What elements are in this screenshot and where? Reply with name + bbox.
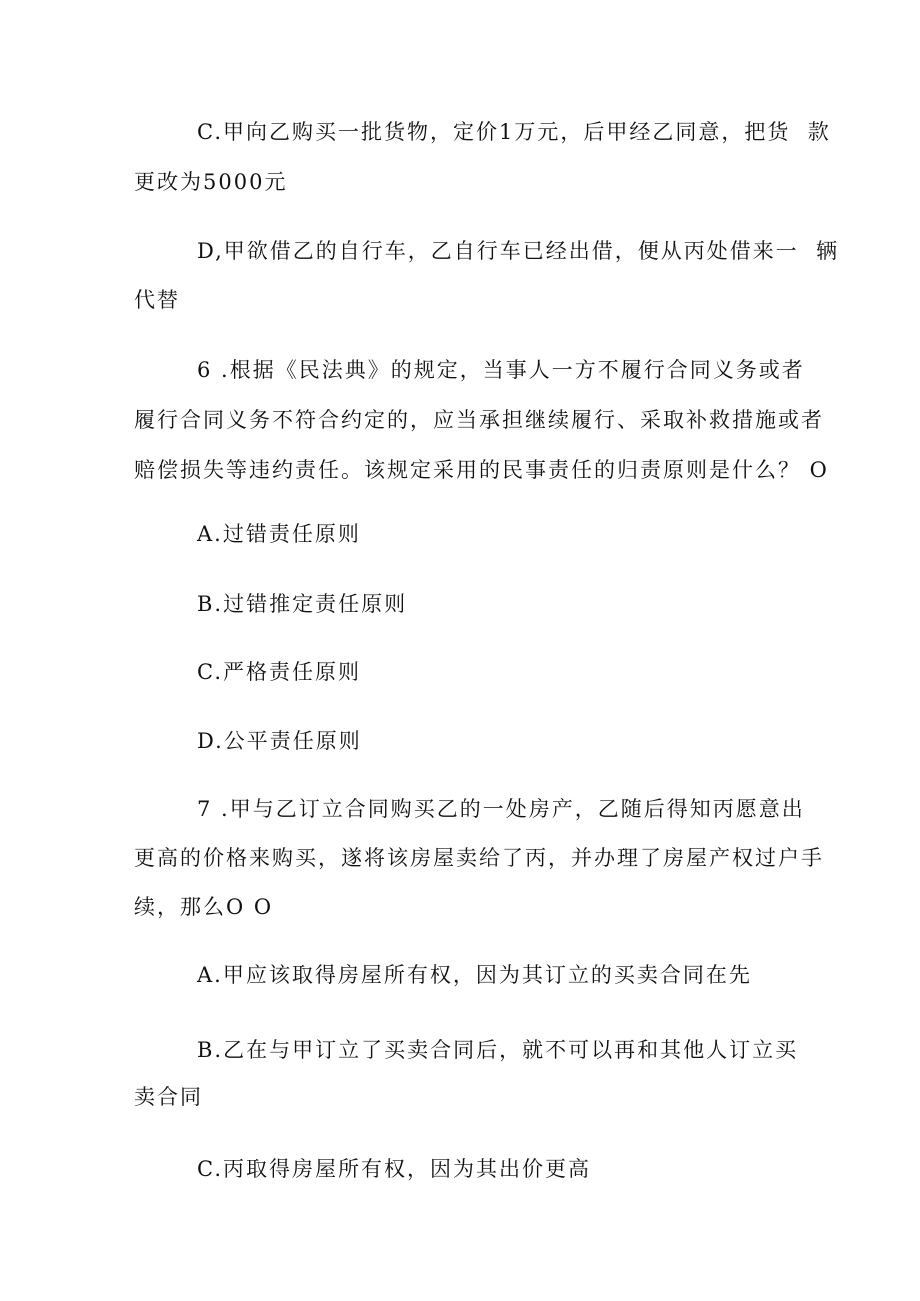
- q7-stem-line3: 续，那么O O: [134, 895, 274, 919]
- q6-stem-line2: 履行合同义务不符合约定的，应当承担继续履行、采取补救措施或者: [134, 408, 824, 432]
- q7-stem-line2: 更高的价格来购买，遂将该房屋卖给了丙，并办理了房屋产权过户手: [134, 846, 824, 870]
- q6-option-a: A.过错责任原则: [197, 522, 361, 546]
- q6-stem-line1: 6 .根据《民法典》的规定，当事人一方不履行合同义务或者: [197, 358, 805, 382]
- q7-option-b-line2: 卖合同: [134, 1085, 203, 1109]
- q5-option-d-line2: 代替: [134, 288, 180, 312]
- q7-option-b-line1: B.乙在与甲订立了买卖合同后，就不可以再和其他人订立买: [197, 1038, 799, 1062]
- q6-option-b: B.过错推定责任原则: [197, 592, 408, 616]
- q6-option-c: C.严格责任原则: [197, 660, 361, 684]
- q5-option-c-line2: 更改为5000元: [134, 170, 288, 194]
- q6-option-d: D.公平责任原则: [197, 729, 362, 753]
- q6-stem-line3: 赔偿损失等违约责任。该规定采用的民事责任的归责原则是什么？ O: [134, 458, 829, 482]
- q5-option-c-line1: C.甲向乙购买一批货物，定价1万元，后甲经乙同意，把货 款: [197, 120, 831, 144]
- q7-option-c: C.丙取得房屋所有权，因为其出价更高: [197, 1157, 591, 1181]
- q7-stem-line1: 7 .甲与乙订立合同购买乙的一处房产，乙随后得知丙愿意出: [197, 797, 805, 821]
- q5-option-d-line1: D,甲欲借乙的自行车，乙自行车已经出借，便从丙处借来一 辆: [197, 239, 840, 263]
- q7-option-a: A.甲应该取得房屋所有权，因为其订立的买卖合同在先: [197, 963, 752, 987]
